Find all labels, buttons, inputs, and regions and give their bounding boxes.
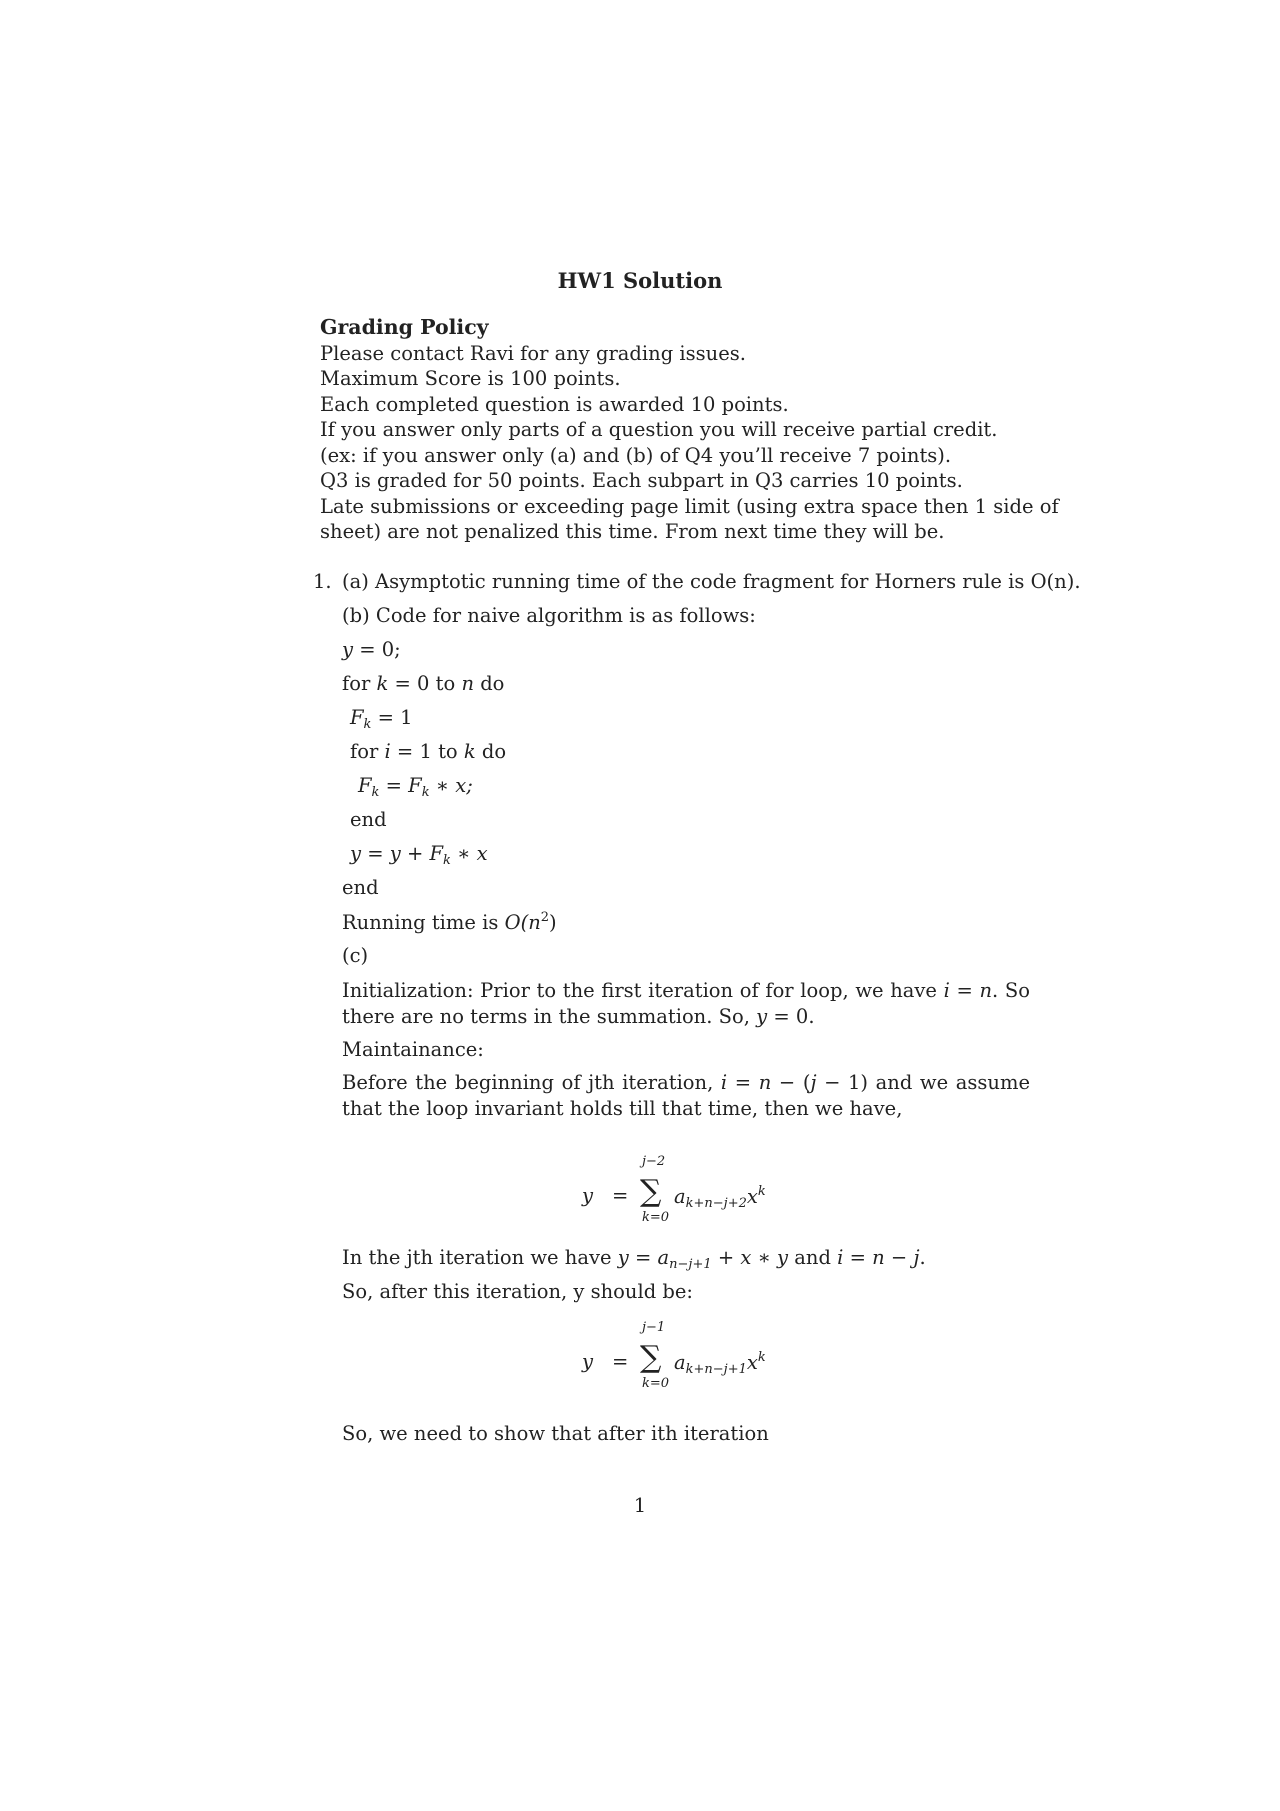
code-line-4: for i = 1 to k do [350, 740, 507, 763]
sigma-symbol: ∑ [640, 1174, 662, 1209]
grading-line: Q3 is graded for 50 points. Each subpart in Q3 carries 10 points. [320, 469, 963, 492]
sigma-symbol: ∑ [640, 1340, 662, 1375]
grading-line: Please contact Ravi for any grading issues. [320, 341, 746, 365]
code-line-7: $y = y + F_k$ ∗ x [350, 842, 488, 868]
initialization-paragraph: Initialization: Prior to the first iteration of for loop, we have i = n. So there are no terms in the summation. So, y = 0. [342, 979, 1030, 1028]
part-c: (c) [342, 944, 369, 967]
grading-line: Maximum Score is 100 points. [320, 367, 621, 390]
grading-line: sheet) are not penalized this time. From next time they will be. [320, 520, 945, 543]
part-a: (a) Asymptotic running time of the code fragment for Horners rule is O(n). [342, 570, 1081, 593]
code-line-6: end [350, 808, 387, 831]
need-show-line: So, we need to show that after ith iteration [342, 1422, 769, 1445]
grading-policy [320, 315, 1059, 545]
maintenance-label: Maintainance: [342, 1038, 484, 1061]
running-time: Running time is $O(n^2)$ [342, 910, 557, 934]
grading-line: If you answer only parts of a question you will receive partial credit. [320, 418, 998, 441]
part-b: (b) Code for naive algorithm is as follows: [342, 604, 756, 627]
summation-equation-1: y = j−2 ∑ k=0 $a_{k+n-j+2}x^k$ [582, 1154, 766, 1225]
page-title: HW1 Solution [557, 268, 723, 293]
code-line-2: for k = 0 to n do [342, 672, 505, 695]
code-line-1: y = 0; [342, 638, 401, 661]
grading-line: Late submissions or exceeding page limit (using extra space then 1 side of [320, 494, 1059, 518]
before-paragraph: Before the beginning of jth iteration, i = n − (j − 1) and we assume that the loop invariant holds till that time, then we have, [342, 1071, 1030, 1120]
code-line-3: $F_k = 1$ [350, 706, 413, 732]
grading-heading: Grading Policy [320, 315, 489, 339]
grading-line: (ex: if you answer only (a) and (b) of Q4 you’ll receive 7 points). [320, 443, 952, 467]
page-number: 1 [633, 1494, 647, 1517]
code-line-8: end [342, 876, 379, 899]
summation-equation-2: y = j−1 ∑ k=0 $a_{k+n-j+1}x^k$ [582, 1320, 766, 1391]
after-iteration-line: So, after this iteration, y should be: [342, 1280, 693, 1303]
question-number: 1. [313, 570, 332, 593]
code-line-5: $F_k = F_k$ ∗ x; [358, 774, 473, 800]
grading-line: Each completed question is awarded 10 points. [320, 392, 789, 416]
jth-iteration-line: In the jth iteration we have $y = a_{n-j+1} + x$ ∗ y and i = n − j. [342, 1246, 926, 1272]
